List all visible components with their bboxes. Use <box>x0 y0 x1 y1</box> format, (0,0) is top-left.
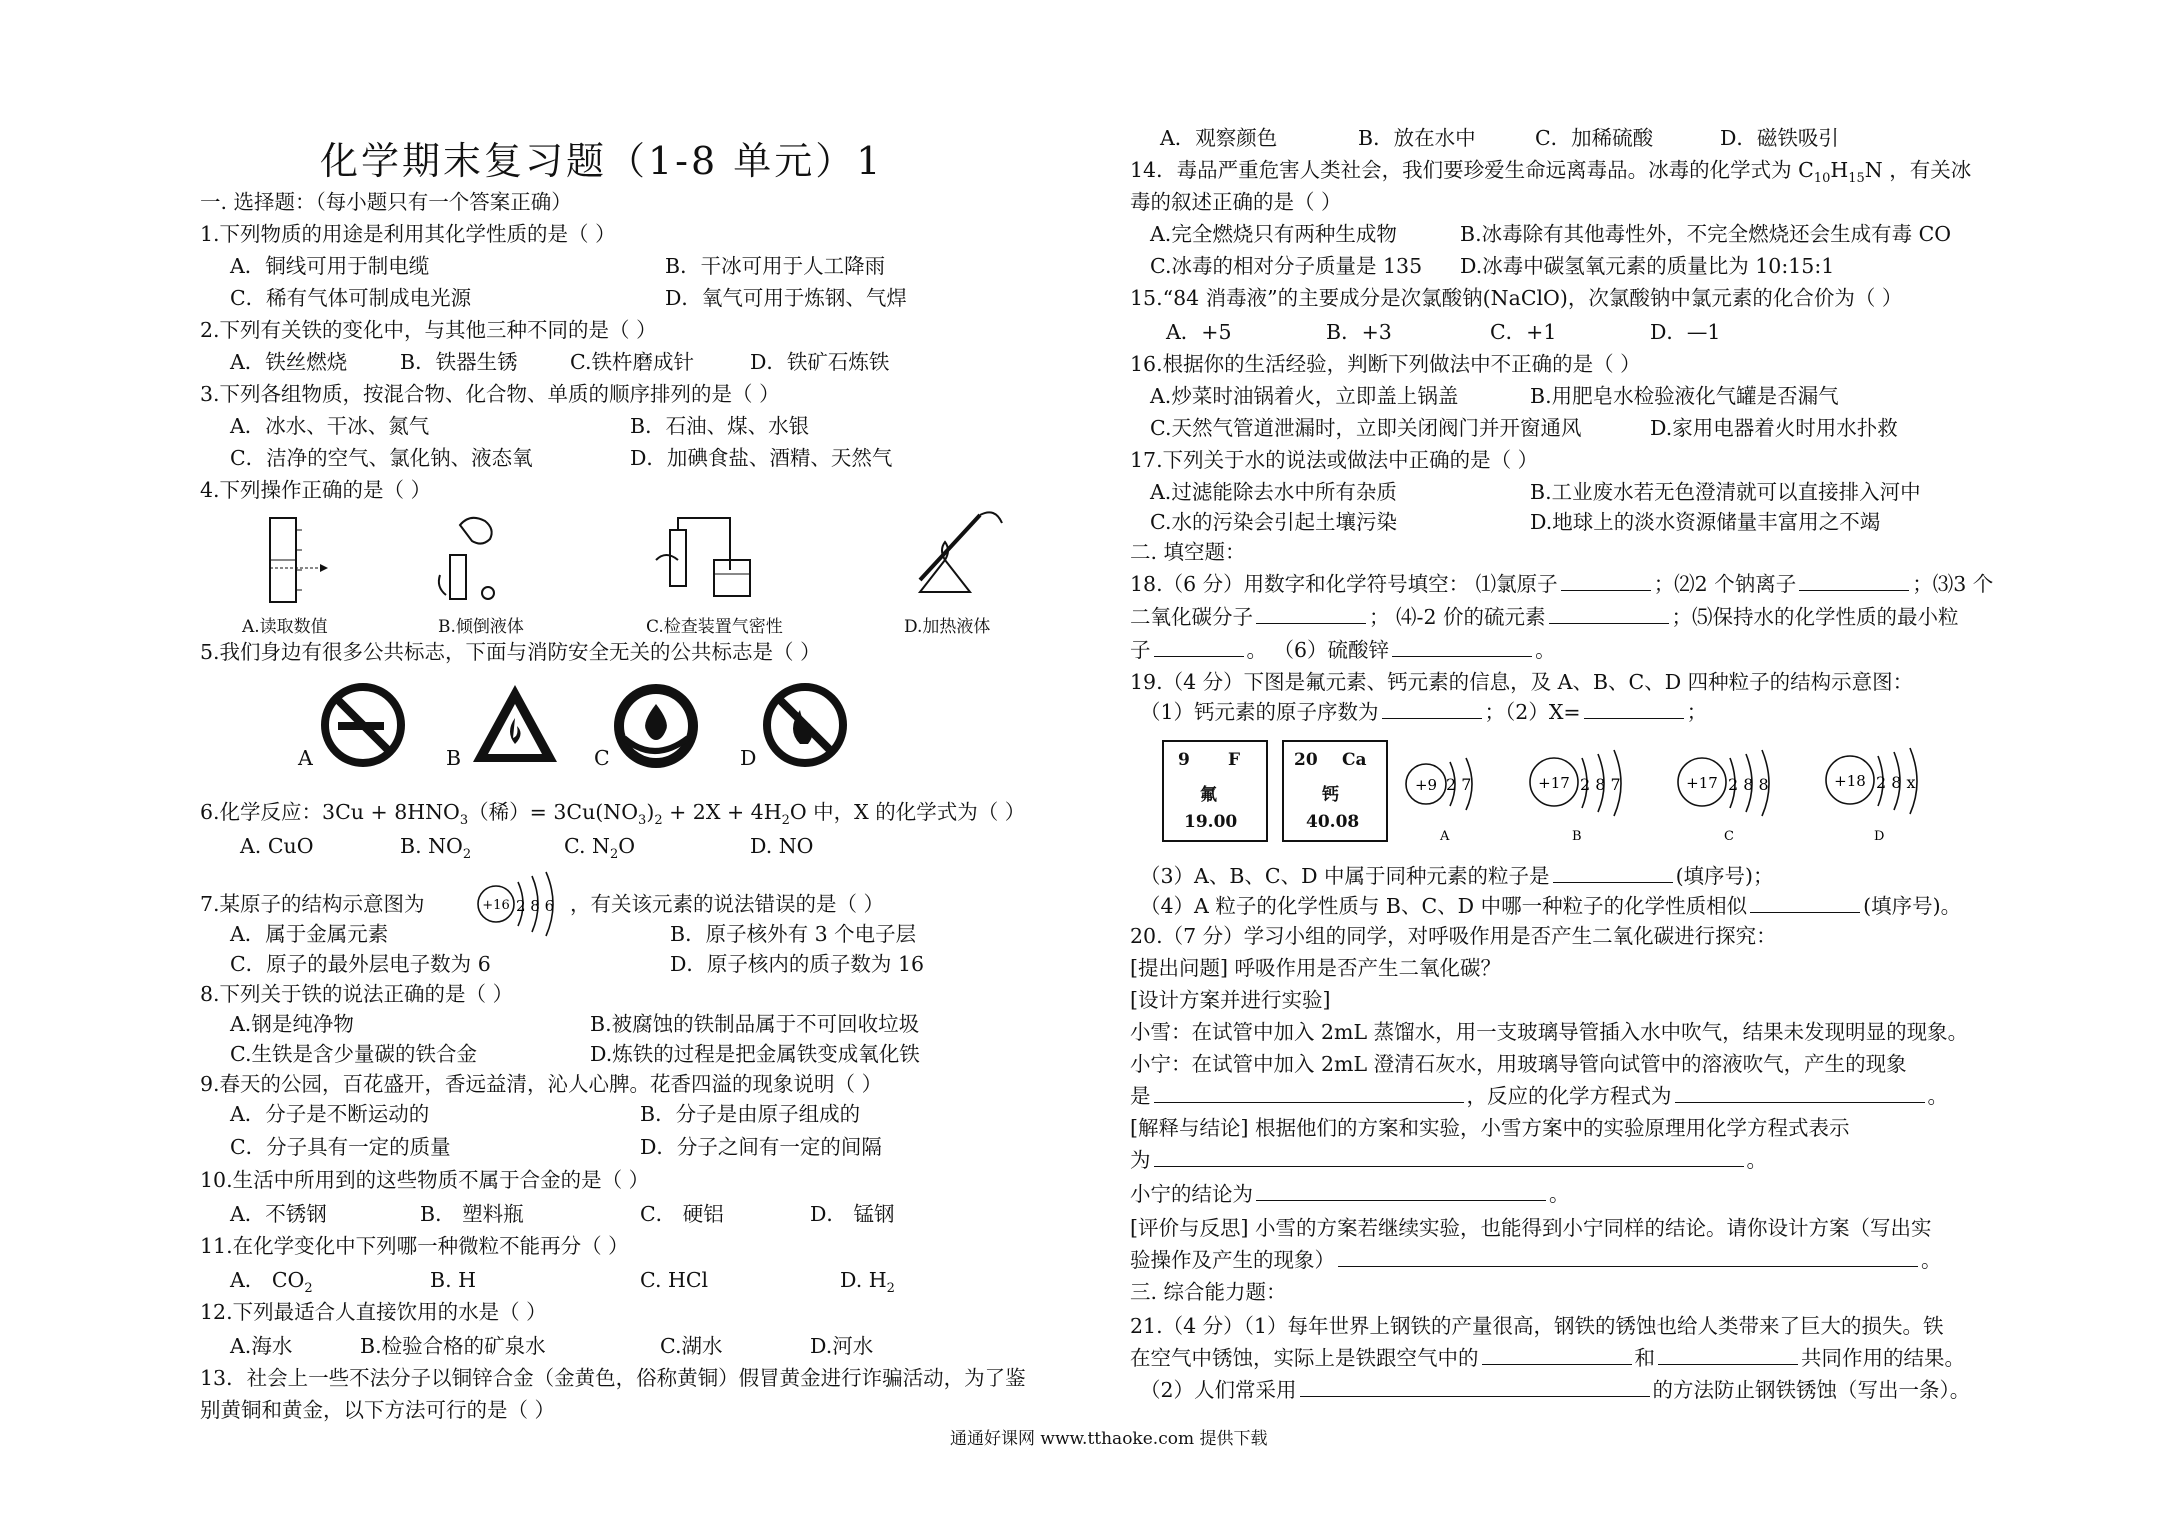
fluorine-atomic-mass: 19.00 <box>1184 812 1238 832</box>
q14-option-a: A.完全燃烧只有两种生成物 <box>1150 222 1397 246</box>
q7-option-b: B．原子核外有 3 个电子层 <box>670 922 917 946</box>
q1-option-c: C．稀有气体可制成电光源 <box>230 286 472 310</box>
particle-diagrams <box>1400 736 2040 846</box>
q8-option-b: B.被腐蚀的铁制品属于不可回收垃圾 <box>590 1012 920 1036</box>
q16-option-c: C.天然气管道泄漏时，立即关闭阀门并开窗通风 <box>1150 416 1582 440</box>
q21-sub-2: （2）人们常采用 的方法防止钢铁锈蚀（写出一条）。 <box>1140 1378 1971 1402</box>
q3-stem: 3.下列各组物质，按混合物、化合物、单质的顺序排列的是（ ） <box>200 382 780 406</box>
q10-stem: 10.生活中所用到的这些物质不属于合金的是（ ） <box>200 1168 650 1192</box>
answer-blank[interactable] <box>1549 603 1669 624</box>
answer-blank[interactable] <box>1658 1344 1798 1365</box>
pouring-liquid-figure <box>430 505 520 605</box>
q3-option-d: D．加碘食盐、酒精、天然气 <box>630 446 893 470</box>
q20-equation-line: 为 。 <box>1130 1148 1767 1172</box>
q3-option-a: A．冰水、干冰、氮气 <box>230 414 430 438</box>
svg-text:2 8 7: 2 8 7 <box>1580 775 1621 794</box>
answer-blank[interactable] <box>1382 698 1482 719</box>
water-saving-sign-icon <box>610 680 702 772</box>
q12-option-a: A.海水 <box>230 1334 293 1358</box>
q14-option-b: B.冰毒除有其他毒性外，不完全燃烧还会生成有毒 CO <box>1460 222 1952 246</box>
answer-blank[interactable] <box>1561 570 1651 591</box>
section-choice-heading: 一. 选择题：（每小题只有一个答案正确） <box>200 190 572 214</box>
answer-blank[interactable] <box>1154 636 1244 657</box>
calcium-name: 钙 <box>1322 785 1339 805</box>
q1-option-d: D．氧气可用于炼钢、气焊 <box>665 286 907 310</box>
q15-option-c: C．+1 <box>1490 320 1557 344</box>
page-title: 化学期末复习题（1-8 单元）1 <box>320 139 884 183</box>
q13-option-b: B．放在水中 <box>1358 126 1476 150</box>
q21-stem: 21.（4 分）（1）每年世界上钢铁的产量很高，钢铁的锈蚀也给人类带来了巨大的损失。铁 <box>1130 1314 1944 1338</box>
answer-blank[interactable] <box>1154 1146 1744 1167</box>
particle-a <box>1406 758 1472 844</box>
q3-option-c: C．洁净的空气、氯化钠、液态氧 <box>230 446 533 470</box>
q5-label-c: C <box>594 746 610 770</box>
heating-liquid-figure <box>900 500 1010 605</box>
q1-stem: 1.下列物质的用途是利用其化学性质的是（ ） <box>200 222 616 246</box>
q14-stem-line2: 毒的叙述正确的是（ ） <box>1130 190 1342 214</box>
q10-option-a: A．不锈钢 <box>230 1202 327 1226</box>
calcium-atomic-number: 20 <box>1294 750 1318 770</box>
q1-option-a: A．铜线可用于制电缆 <box>230 254 430 278</box>
q21-sub-1: 在空气中锈蚀，实际上是铁跟空气中的 和 共同作用的结果。 <box>1130 1346 1965 1370</box>
q20-reflect: [评价与反思] 小雪的方案若继续实验，也能得到小宁同样的结论。请你设计方案（写出实 <box>1130 1216 1932 1240</box>
svg-text:C: C <box>1724 829 1734 844</box>
svg-text:+17: +17 <box>1686 774 1718 792</box>
q7-shell-numbers: 2 8 6 <box>516 897 555 915</box>
fluorine-element-card <box>1162 740 1268 842</box>
q4-caption-a: A.读取数值 <box>242 617 328 637</box>
q20-xiaoning: 小宁：在试管中加入 2mL 澄清石灰水，用玻璃导管向试管中的溶液吹气，产生的现象 <box>1130 1052 1907 1076</box>
q20-explain: [解释与结论] 根据他们的方案和实验，小雪方案中的实验原理用化学方程式表示 <box>1130 1116 1850 1140</box>
svg-text:+9: +9 <box>1414 776 1438 794</box>
q7-option-d: D．原子核内的质子数为 16 <box>670 952 925 976</box>
q7-nucleus-label: +16 <box>482 898 510 913</box>
svg-text:2 7: 2 7 <box>1446 775 1472 794</box>
answer-blank[interactable] <box>1584 698 1684 719</box>
q2-option-a: A．铁丝燃烧 <box>230 350 348 374</box>
answer-blank[interactable] <box>1256 603 1366 624</box>
svg-text:2 8 x: 2 8 x <box>1876 773 1916 792</box>
q11-option-d: D. $H_2$ <box>840 1268 895 1297</box>
q9-option-d: D．分子之间有一定的间隔 <box>640 1135 882 1159</box>
answer-blank[interactable] <box>1300 1376 1650 1397</box>
answer-blank[interactable] <box>1154 1082 1464 1103</box>
q15-option-a: A．+5 <box>1166 320 1232 344</box>
q20-conclusion-line: 小宁的结论为 。 <box>1130 1182 1570 1206</box>
fluorine-atomic-number: 9 <box>1178 750 1190 770</box>
q6-option-c: C. $N_2O$ <box>564 834 636 863</box>
q13-option-a: A．观察颜色 <box>1160 126 1278 150</box>
q20-stem: 20.（7 分）学习小组的同学，对呼吸作用是否产生二氧化碳进行探究： <box>1130 924 1777 948</box>
q11-option-b: B. H <box>430 1268 476 1292</box>
q2-option-d: D．铁矿石炼铁 <box>750 350 890 374</box>
flammable-warning-sign-icon <box>470 680 560 770</box>
q9-option-a: A．分子是不断运动的 <box>230 1102 430 1126</box>
fluorine-symbol: F <box>1228 750 1241 770</box>
answer-blank[interactable] <box>1675 1082 1925 1103</box>
q5-label-b: B <box>446 746 462 770</box>
answer-blank[interactable] <box>1799 570 1909 591</box>
q9-option-b: B．分子是由原子组成的 <box>640 1102 861 1126</box>
answer-blank[interactable] <box>1256 1180 1546 1201</box>
svg-text:2 8 8: 2 8 8 <box>1728 775 1769 794</box>
q18-line2: 二氧化碳分子 ； ⑷-2 价的硫元素 ；⑸保持水的化学性质的最小粒 <box>1130 605 1959 629</box>
q9-option-c: C．分子具有一定的质量 <box>230 1135 451 1159</box>
q9-stem: 9.春天的公园，百花盛开，香远益清，沁人心脾。花香四溢的现象说明（ ） <box>200 1072 883 1096</box>
q14-option-d: D.冰毒中碳氢氧元素的质量比为 10:15:1 <box>1460 254 1835 278</box>
answer-blank[interactable] <box>1553 862 1673 883</box>
q13-option-c: C．加稀硫酸 <box>1535 126 1654 150</box>
q7-stem-prefix: 7.某原子的结构示意图为 <box>200 892 425 916</box>
svg-text:B: B <box>1572 829 1582 844</box>
answer-blank[interactable] <box>1338 1246 1918 1267</box>
q5-stem: 5.我们身边有很多公共标志，下面与消防安全无关的公共标志是（ ） <box>200 640 821 664</box>
q15-stem: 15.“84 消毒液”的主要成分是次氯酸钠(NaClO)，次氯酸钠中氯元素的化合价为（ ） <box>1130 286 1903 310</box>
fluorine-name: 氟 <box>1200 785 1217 805</box>
q6-option-a: A. CuO <box>240 834 314 858</box>
q3-option-b: B．石油、煤、水银 <box>630 414 810 438</box>
q2-option-c: C.铁杵磨成针 <box>570 350 694 374</box>
page-footer: 通通好课网 www.tthaoke.com 提供下载 <box>950 1429 1268 1449</box>
section-fill-heading: 二. 填空题： <box>1130 540 1246 564</box>
particle-c <box>1678 750 1769 844</box>
q20-phenomenon-line: 是 ，反应的化学方程式为 。 <box>1130 1084 1948 1108</box>
q7-option-c: C．原子的最外层电子数为 6 <box>230 952 491 976</box>
q18-line1: 18.（6 分）用数字和化学符号填空： ⑴氯原子 ；⑵2 个钠离子 ；⑶3 个 <box>1130 572 1994 596</box>
q17-option-a: A.过滤能除去水中所有杂质 <box>1150 480 1397 504</box>
q19-stem: 19.（4 分）下图是氟元素、钙元素的信息，及 A、B、C、D 四种粒子的结构示意图： <box>1130 670 1914 694</box>
particle-b <box>1530 750 1621 844</box>
q13-stem-line1: 13．社会上一些不法分子以铜锌合金（金黄色，俗称黄铜）假冒黄金进行诈骗活动，为了鉴 <box>200 1366 1026 1390</box>
calcium-atomic-mass: 40.08 <box>1306 812 1360 832</box>
q20-question: [提出问题] 呼吸作用是否产生二氧化碳？ <box>1130 956 1502 980</box>
q5-label-d: D <box>740 746 757 770</box>
answer-blank[interactable] <box>1750 892 1860 913</box>
q16-option-a: A.炒菜时油锅着火，立即盖上锅盖 <box>1150 384 1459 408</box>
answer-blank[interactable] <box>1482 1344 1632 1365</box>
q4-caption-c: C.检查装置气密性 <box>646 617 783 637</box>
section-ability-heading: 三. 综合能力题： <box>1130 1280 1287 1304</box>
no-fire-sign-icon <box>762 682 848 768</box>
q19-sub-3: （3）A、B、C、D 中属于同种元素的粒子是 (填序号)； <box>1140 864 1774 888</box>
q10-option-c: C． 硬铝 <box>640 1202 724 1226</box>
q17-option-b: B.工业废水若无色澄清就可以直接排入河中 <box>1530 480 1921 504</box>
graduated-cylinder-figure <box>240 510 330 605</box>
q5-label-a: A <box>298 746 313 770</box>
q15-option-d: D．—1 <box>1650 320 1721 344</box>
q13-stem-line2: 别黄铜和黄金，以下方法可行的是（ ） <box>200 1398 556 1422</box>
q17-option-c: C.水的污染会引起土壤污染 <box>1150 510 1397 534</box>
q20-design-heading: [设计方案并进行实验] <box>1130 988 1331 1012</box>
q20-xiaoxue: 小雪：在试管中加入 2mL 蒸馏水，用一支玻璃导管插入水中吹气，结果未发现明显的现象。 <box>1130 1020 1969 1044</box>
calcium-element-card <box>1282 740 1388 842</box>
q13-option-d: D．磁铁吸引 <box>1720 126 1839 150</box>
q17-stem: 17.下列关于水的说法或做法中正确的是（ ） <box>1130 448 1539 472</box>
svg-text:+18: +18 <box>1834 772 1866 790</box>
q8-option-d: D.炼铁的过程是把金属铁变成氧化铁 <box>590 1042 920 1066</box>
sulfur-atom-diagram <box>472 870 568 938</box>
q4-caption-b: B.倾倒液体 <box>438 617 524 637</box>
q16-option-d: D.家用电器着火时用水扑救 <box>1650 416 1898 440</box>
q7-option-a: A．属于金属元素 <box>230 922 389 946</box>
q6-stem: 6.化学反应：$3Cu + 8HNO_3$（稀）= $3Cu(NO_3)_2 + 2X + 4H_2O$ 中，X 的化学式为（ ） <box>200 800 1026 829</box>
q10-option-d: D． 锰钢 <box>810 1202 895 1226</box>
q16-option-b: B.用肥皂水检验液化气罐是否漏气 <box>1530 384 1839 408</box>
q14-stem-line1: 14．毒品严重危害人类社会，我们要珍爱生命远离毒品。冰毒的化学式为 $C_{10}H_{15}N$ ，有关冰 <box>1130 158 1972 187</box>
answer-blank[interactable] <box>1392 636 1532 657</box>
q1-option-b: B．干冰可用于人工降雨 <box>665 254 886 278</box>
q10-option-b: B． 塑料瓶 <box>420 1202 524 1226</box>
q8-stem: 8.下列关于铁的说法正确的是（ ） <box>200 982 514 1006</box>
q4-stem: 4.下列操作正确的是（ ） <box>200 478 432 502</box>
no-smoking-sign-icon <box>320 682 406 768</box>
q19-sub-1-2: （1）钙元素的原子序数为 ；（2）X= ； <box>1140 700 1708 724</box>
calcium-symbol: Ca <box>1342 750 1367 770</box>
q16-stem: 16.根据你的生活经验，判断下列做法中不正确的是（ ） <box>1130 352 1641 376</box>
q7-stem-suffix: ，有关该元素的说法错误的是（ ） <box>570 892 885 916</box>
airtight-check-figure <box>650 510 760 605</box>
svg-text:+17: +17 <box>1538 774 1570 792</box>
q19-sub-4: （4）A 粒子的化学性质与 B、C、D 中哪一种粒子的化学性质相似 (填序号)。 <box>1140 894 1962 918</box>
q8-option-a: A.钢是纯净物 <box>230 1012 354 1036</box>
q12-option-d: D.河水 <box>810 1334 874 1358</box>
particle-d <box>1826 748 1917 844</box>
q17-option-d: D.地球上的淡水资源储量丰富用之不竭 <box>1530 510 1881 534</box>
q12-option-c: C.湖水 <box>660 1334 723 1358</box>
q15-option-b: B．+3 <box>1326 320 1392 344</box>
q12-option-b: B.检验合格的矿泉水 <box>360 1334 546 1358</box>
q11-option-a: A． $CO_2$ <box>230 1268 313 1297</box>
q12-stem: 12.下列最适合人直接饮用的水是（ ） <box>200 1300 547 1324</box>
svg-text:D: D <box>1874 829 1885 844</box>
q14-option-c: C.冰毒的相对分子质量是 135 <box>1150 254 1423 278</box>
q18-line3: 子 。 （6）硫酸锌 。 <box>1130 638 1556 662</box>
q2-option-b: B．铁器生锈 <box>400 350 518 374</box>
q8-option-c: C.生铁是含少量碳的铁合金 <box>230 1042 477 1066</box>
right-column <box>1130 0 2050 1536</box>
svg-text:A: A <box>1440 829 1450 844</box>
q6-option-b: B. $NO_2$ <box>400 834 472 863</box>
left-column <box>200 0 1100 1536</box>
q2-stem: 2.下列有关铁的变化中，与其他三种不同的是（ ） <box>200 318 657 342</box>
q4-caption-d: D.加热液体 <box>904 617 991 637</box>
q6-option-d: D. NO <box>750 834 814 858</box>
q11-option-c: C. HCl <box>640 1268 709 1292</box>
q11-stem: 11.在化学变化中下列哪一种微粒不能再分（ ） <box>200 1234 629 1258</box>
q20-design-line: 验操作及产生的现象） 。 <box>1130 1248 1942 1272</box>
